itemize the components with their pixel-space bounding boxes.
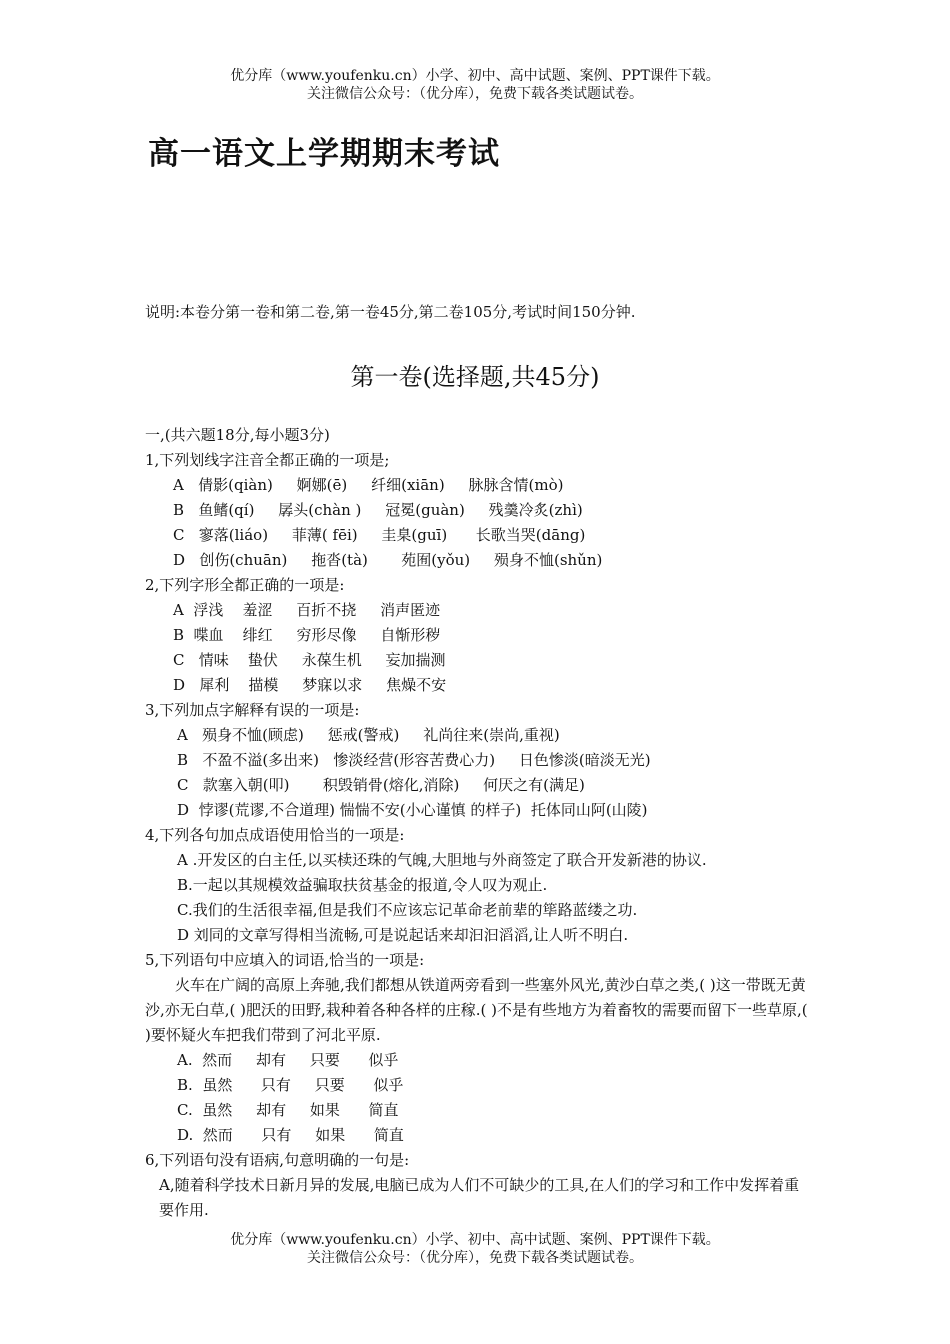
question-stem-4: 4,下列各句加点成语使用恰当的一项是:	[145, 826, 405, 844]
footer-line-1: 优分库（www.youfenku.cn）小学、初中、高中试题、案例、PPT课件下载。	[230, 1232, 720, 1248]
option-3c: C 款塞入朝(叩) 积毁销骨(熔化,消除) 何厌之有(满足)	[177, 776, 585, 794]
option-3d: D 悖谬(荒谬,不合道理) 惴惴不安(小心谨慎 的样子) 托体同山阿(山陵)	[177, 801, 648, 819]
question-stem-6: 6,下列语句没有语病,句意明确的一句是:	[145, 1151, 410, 1169]
option-1a: A 倩影(qiàn) 婀娜(ē) 纤细(xiān) 脉脉含情(mò)	[173, 476, 564, 494]
page-footer	[0, 1231, 950, 1267]
option-5d: D. 然而 只有 如果 简直	[177, 1126, 404, 1144]
option-4b: B.一起以其规模效益骗取扶贫基金的报道,令人叹为观止.	[177, 876, 548, 894]
passage-5: 火车在广阔的高原上奔驰,我们都想从铁道两旁看到一些塞外风光,黄沙白草之类,( )这一带既无黄沙,亦无白草,( )肥沃的田野,栽种着各种各样的庄稼.( )不是有些地方为着畜牧的需要而留下一些草原,( )要怀疑火车把我们带到了河北平原.	[145, 976, 808, 1044]
option-5c: C. 虽然 却有 如果 简直	[177, 1101, 399, 1119]
footer-line-2: 关注微信公众号：（优分库），免费下载各类试题试卷。	[307, 1250, 643, 1266]
option-6a: A,随着科学技术日新月异的发展,电脑已成为人们不可缺少的工具,在人们的学习和工作中发挥着重要作用.	[159, 1176, 800, 1219]
exam-instructions: 说明:本卷分第一卷和第二卷,第一卷45分,第二卷105分,考试时间150分钟.	[145, 303, 636, 321]
header-line-2: 关注微信公众号：（优分库），免费下载各类试题试卷。	[307, 86, 643, 102]
option-5b: B. 虽然 只有 只要 似乎	[177, 1076, 404, 1094]
option-2c: C 情味 蛰伏 永葆生机 妄加揣测	[173, 651, 446, 669]
option-2b: B 喋血 绯红 穷形尽像 自惭形秽	[173, 626, 441, 644]
question-stem-5: 5,下列语句中应填入的词语,恰当的一项是:	[145, 951, 425, 969]
option-5a: A. 然而 却有 只要 似乎	[177, 1051, 399, 1069]
option-4d: D 刘同的文章写得相当流畅,可是说起话来却汩汩滔滔,让人听不明白.	[177, 926, 629, 944]
question-stem-2: 2,下列字形全都正确的一项是:	[145, 576, 345, 594]
option-1d: D 创伤(chuān) 拖沓(tà) 苑囿(yǒu) 殒身不恤(shǔn)	[173, 551, 603, 569]
part-heading: 一,(共六题18分,每小题3分)	[145, 426, 330, 444]
option-4a: A .开发区的白主任,以买椟还珠的气魄,大胆地与外商签定了联合开发新港的协议.	[177, 851, 707, 869]
option-3b: B 不盈不溢(多出来) 惨淡经营(形容苦费心力) 日色惨淡(暗淡无光)	[177, 751, 651, 769]
header-line-1: 优分库（www.youfenku.cn）小学、初中、高中试题、案例、PPT课件下载。	[230, 68, 720, 84]
option-3a: A 殒身不恤(顾虑) 惩戒(警戒) 礼尚往来(崇尚,重视)	[177, 726, 560, 744]
option-1b: B 鱼鳍(qí) 孱头(chàn ) 冠冕(guàn) 残羹冷炙(zhì)	[173, 501, 583, 519]
question-body	[145, 423, 810, 1223]
option-1c: C 寥落(liáo) 菲薄( fēi) 圭臬(guī) 长歌当哭(dāng)	[173, 526, 586, 544]
question-stem-3: 3,下列加点字解释有误的一项是:	[145, 701, 360, 719]
option-4c: C.我们的生活很幸福,但是我们不应该忘记革命老前辈的筚路蓝缕之功.	[177, 901, 638, 919]
question-stem-1: 1,下列划线字注音全都正确的一项是;	[145, 451, 390, 469]
page-header	[0, 67, 950, 103]
exam-title: 高一语文上学期期末考试	[148, 136, 500, 172]
option-2d: D 犀利 描模 梦寐以求 焦燥不安	[173, 676, 447, 694]
option-2a: A 浮浅 羞涩 百折不挠 消声匿迹	[173, 601, 441, 619]
section-title: 第一卷(选择题,共45分)	[350, 363, 600, 391]
